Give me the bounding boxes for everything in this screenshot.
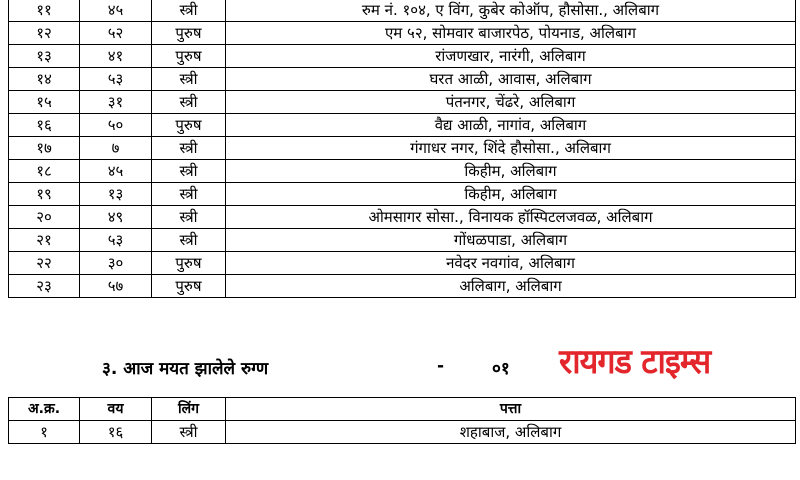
deceased-table-header (9, 398, 796, 421)
gender-cell: स्त्री (152, 137, 226, 160)
table-row (9, 114, 796, 137)
gender-cell: स्त्री (152, 206, 226, 229)
age-cell: ४९ (80, 206, 152, 229)
address-cell: शहाबाज, अलिबाग (226, 421, 796, 444)
address-cell: किहीम, अलिबाग (226, 160, 796, 183)
table-row (9, 137, 796, 160)
deceased-table-body (9, 421, 796, 444)
address-cell: पंतनगर, चेंढरे, अलिबाग (226, 91, 796, 114)
gender-cell: पुरुष (152, 45, 226, 68)
serial-cell: १ (9, 421, 80, 444)
patients-table-body (9, 0, 796, 298)
gender-cell: स्त्री (152, 229, 226, 252)
serial-cell: २२ (9, 252, 80, 275)
serial-cell: १५ (9, 91, 80, 114)
gender-cell: स्त्री (152, 160, 226, 183)
patients-table (8, 0, 796, 298)
raigad-times-logo: रायगड टाइम्स (559, 342, 711, 382)
serial-cell: १४ (9, 68, 80, 91)
header-address: पत्ता (226, 398, 796, 421)
table-row (9, 160, 796, 183)
header-serial: अ.क्र. (9, 398, 80, 421)
address-cell: गंगाधर नगर, शिंदे हौसोसा., अलिबाग (226, 137, 796, 160)
deceased-count: ०१ (492, 359, 510, 379)
section-heading: ३. आज मयत झालेले रुग्ण (102, 359, 269, 379)
address-cell: गोंधळपाडा, अलिबाग (226, 229, 796, 252)
address-cell: नवेदर नवगांव, अलिबाग (226, 252, 796, 275)
header-age: वय (80, 398, 152, 421)
age-cell: ३१ (80, 91, 152, 114)
age-cell: ५० (80, 114, 152, 137)
address-cell: घरत आळी, आवास, अलिबाग (226, 68, 796, 91)
serial-cell: २० (9, 206, 80, 229)
serial-cell: १७ (9, 137, 80, 160)
address-cell: रांजणखार, नारंगी, अलिबाग (226, 45, 796, 68)
table-row (9, 275, 796, 298)
table-row (9, 229, 796, 252)
address-cell: अलिबाग, अलिबाग (226, 275, 796, 298)
serial-cell: १९ (9, 183, 80, 206)
gender-cell: पुरुष (152, 22, 226, 45)
table-row (9, 183, 796, 206)
age-cell: ५२ (80, 22, 152, 45)
table-row (9, 91, 796, 114)
address-cell: ओमसागर सोसा., विनायक हॉस्पिटलजवळ, अलिबाग (226, 206, 796, 229)
table-row (9, 0, 796, 22)
age-cell: ५३ (80, 68, 152, 91)
gender-cell: स्त्री (152, 0, 226, 22)
serial-cell: १८ (9, 160, 80, 183)
table-row (9, 206, 796, 229)
gender-cell: स्त्री (152, 183, 226, 206)
serial-cell: १३ (9, 45, 80, 68)
age-cell: १३ (80, 183, 152, 206)
serial-cell: १६ (9, 114, 80, 137)
deceased-table (8, 397, 796, 444)
table-row (9, 68, 796, 91)
age-cell: ४५ (80, 160, 152, 183)
address-cell: वैद्य आळी, नागांव, अलिबाग (226, 114, 796, 137)
age-cell: १६ (80, 421, 152, 444)
table-row (9, 22, 796, 45)
gender-cell: स्त्री (152, 68, 226, 91)
gender-cell: पुरुष (152, 252, 226, 275)
serial-cell: ११ (9, 0, 80, 22)
section-dash: - (437, 356, 445, 376)
age-cell: ४१ (80, 45, 152, 68)
gender-cell: स्त्री (152, 91, 226, 114)
age-cell: ४५ (80, 0, 152, 22)
gender-cell: पुरुष (152, 114, 226, 137)
age-cell: ५७ (80, 275, 152, 298)
address-cell: एम ५२, सोमवार बाजारपेठ, पोयनाड, अलिबाग (226, 22, 796, 45)
age-cell: ७ (80, 137, 152, 160)
header-gender: लिंग (152, 398, 226, 421)
serial-cell: २३ (9, 275, 80, 298)
table-row (9, 252, 796, 275)
gender-cell: पुरुष (152, 275, 226, 298)
address-cell: रुम नं. १०४, ए विंग, कुबेर कोऑप, हौसोसा., अलिबाग (226, 0, 796, 22)
age-cell: ३० (80, 252, 152, 275)
serial-cell: १२ (9, 22, 80, 45)
serial-cell: २१ (9, 229, 80, 252)
table-row (9, 421, 796, 444)
gender-cell: स्त्री (152, 421, 226, 444)
address-cell: किहीम, अलिबाग (226, 183, 796, 206)
age-cell: ५३ (80, 229, 152, 252)
table-row (9, 45, 796, 68)
